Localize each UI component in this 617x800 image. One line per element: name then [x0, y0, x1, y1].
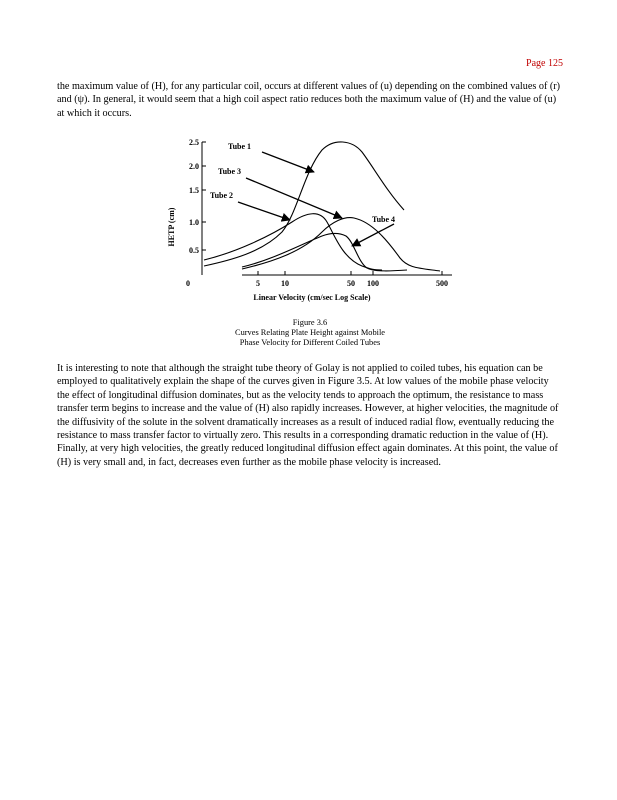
- tube-1-arrow: [262, 152, 314, 172]
- x-tick-label: 50: [347, 279, 355, 288]
- tube-2-arrow: [238, 202, 290, 220]
- y-axis-label: HETP (cm): [167, 207, 176, 247]
- figure-3-6: [162, 132, 462, 310]
- page-number: Page 125: [526, 58, 563, 69]
- intro-paragraph: the maximum value of (H), for any particular coil, occurs at different values of (u) depending on the combined values of (r) and (ψ). In general, it would seem that a high coil aspect ratio reduces both the maximum value of (H) and the value of (u) at which it occurs.: [57, 81, 561, 119]
- x-axis-label: Linear Velocity (cm/sec Log Scale): [253, 293, 371, 302]
- figure-caption: [190, 318, 430, 348]
- tube-3-curve: [204, 214, 382, 270]
- x-tick-label: 100: [367, 279, 379, 288]
- x-tick-label: 5: [256, 279, 260, 288]
- caption-line-1: Curves Relating Plate Height against Mobile: [234, 328, 386, 337]
- y-tick-label: 1.5: [189, 186, 199, 195]
- tube-3-label: Tube 3: [218, 167, 242, 176]
- tube-4-label: Tube 4: [372, 215, 396, 224]
- tube-3-arrow: [246, 178, 342, 218]
- y-tick-label: 2.5: [189, 138, 199, 147]
- y-tick-label: 0.5: [189, 246, 199, 255]
- y-tick-label: 2.0: [189, 162, 199, 171]
- tube-4-curve: [242, 233, 407, 271]
- tube-1-label: Tube 1: [228, 142, 252, 151]
- tube-2-label: Tube 2: [210, 191, 234, 200]
- y-tick-label: 1.0: [189, 218, 199, 227]
- x-tick-label: 500: [436, 279, 448, 288]
- tube-2-curve: [242, 218, 440, 271]
- caption-title: Figure 3.6: [292, 318, 328, 327]
- tube-1-curve: [204, 142, 404, 266]
- x-tick-label: 10: [281, 279, 289, 288]
- body-paragraph: It is interesting to note that although the straight tube theory of Golay is not applied to coiled tubes, his equation can be employed to qualitatively explain the shape of the curves given in Figure 3.5. At low values of the mobile phase velocity the effect of longitudinal diffusion dominates, but as the velocity tends to approach the optimum, the resistance to mass transfer term begins to increase and the value of (H) also rapidly increases. However, at higher velocities, the magnitude of the diffusivity of the solute in the solvent dramatically increases as a result of induced radial flow, eventually reducing the resistance to mass transfer factor to virtually zero. This results in a corresponding dramatic reduction in the value of (H). Finally, at very high velocities, the greatly reduced longitudinal diffusion effect again dominates. At this point, the value of (H) is very small and, in fact, decreases even further as the mobile phase velocity is increased.: [57, 363, 559, 468]
- caption-line-2: Phase Velocity for Different Coiled Tubes: [239, 338, 381, 347]
- x-tick-label: 0: [186, 279, 190, 288]
